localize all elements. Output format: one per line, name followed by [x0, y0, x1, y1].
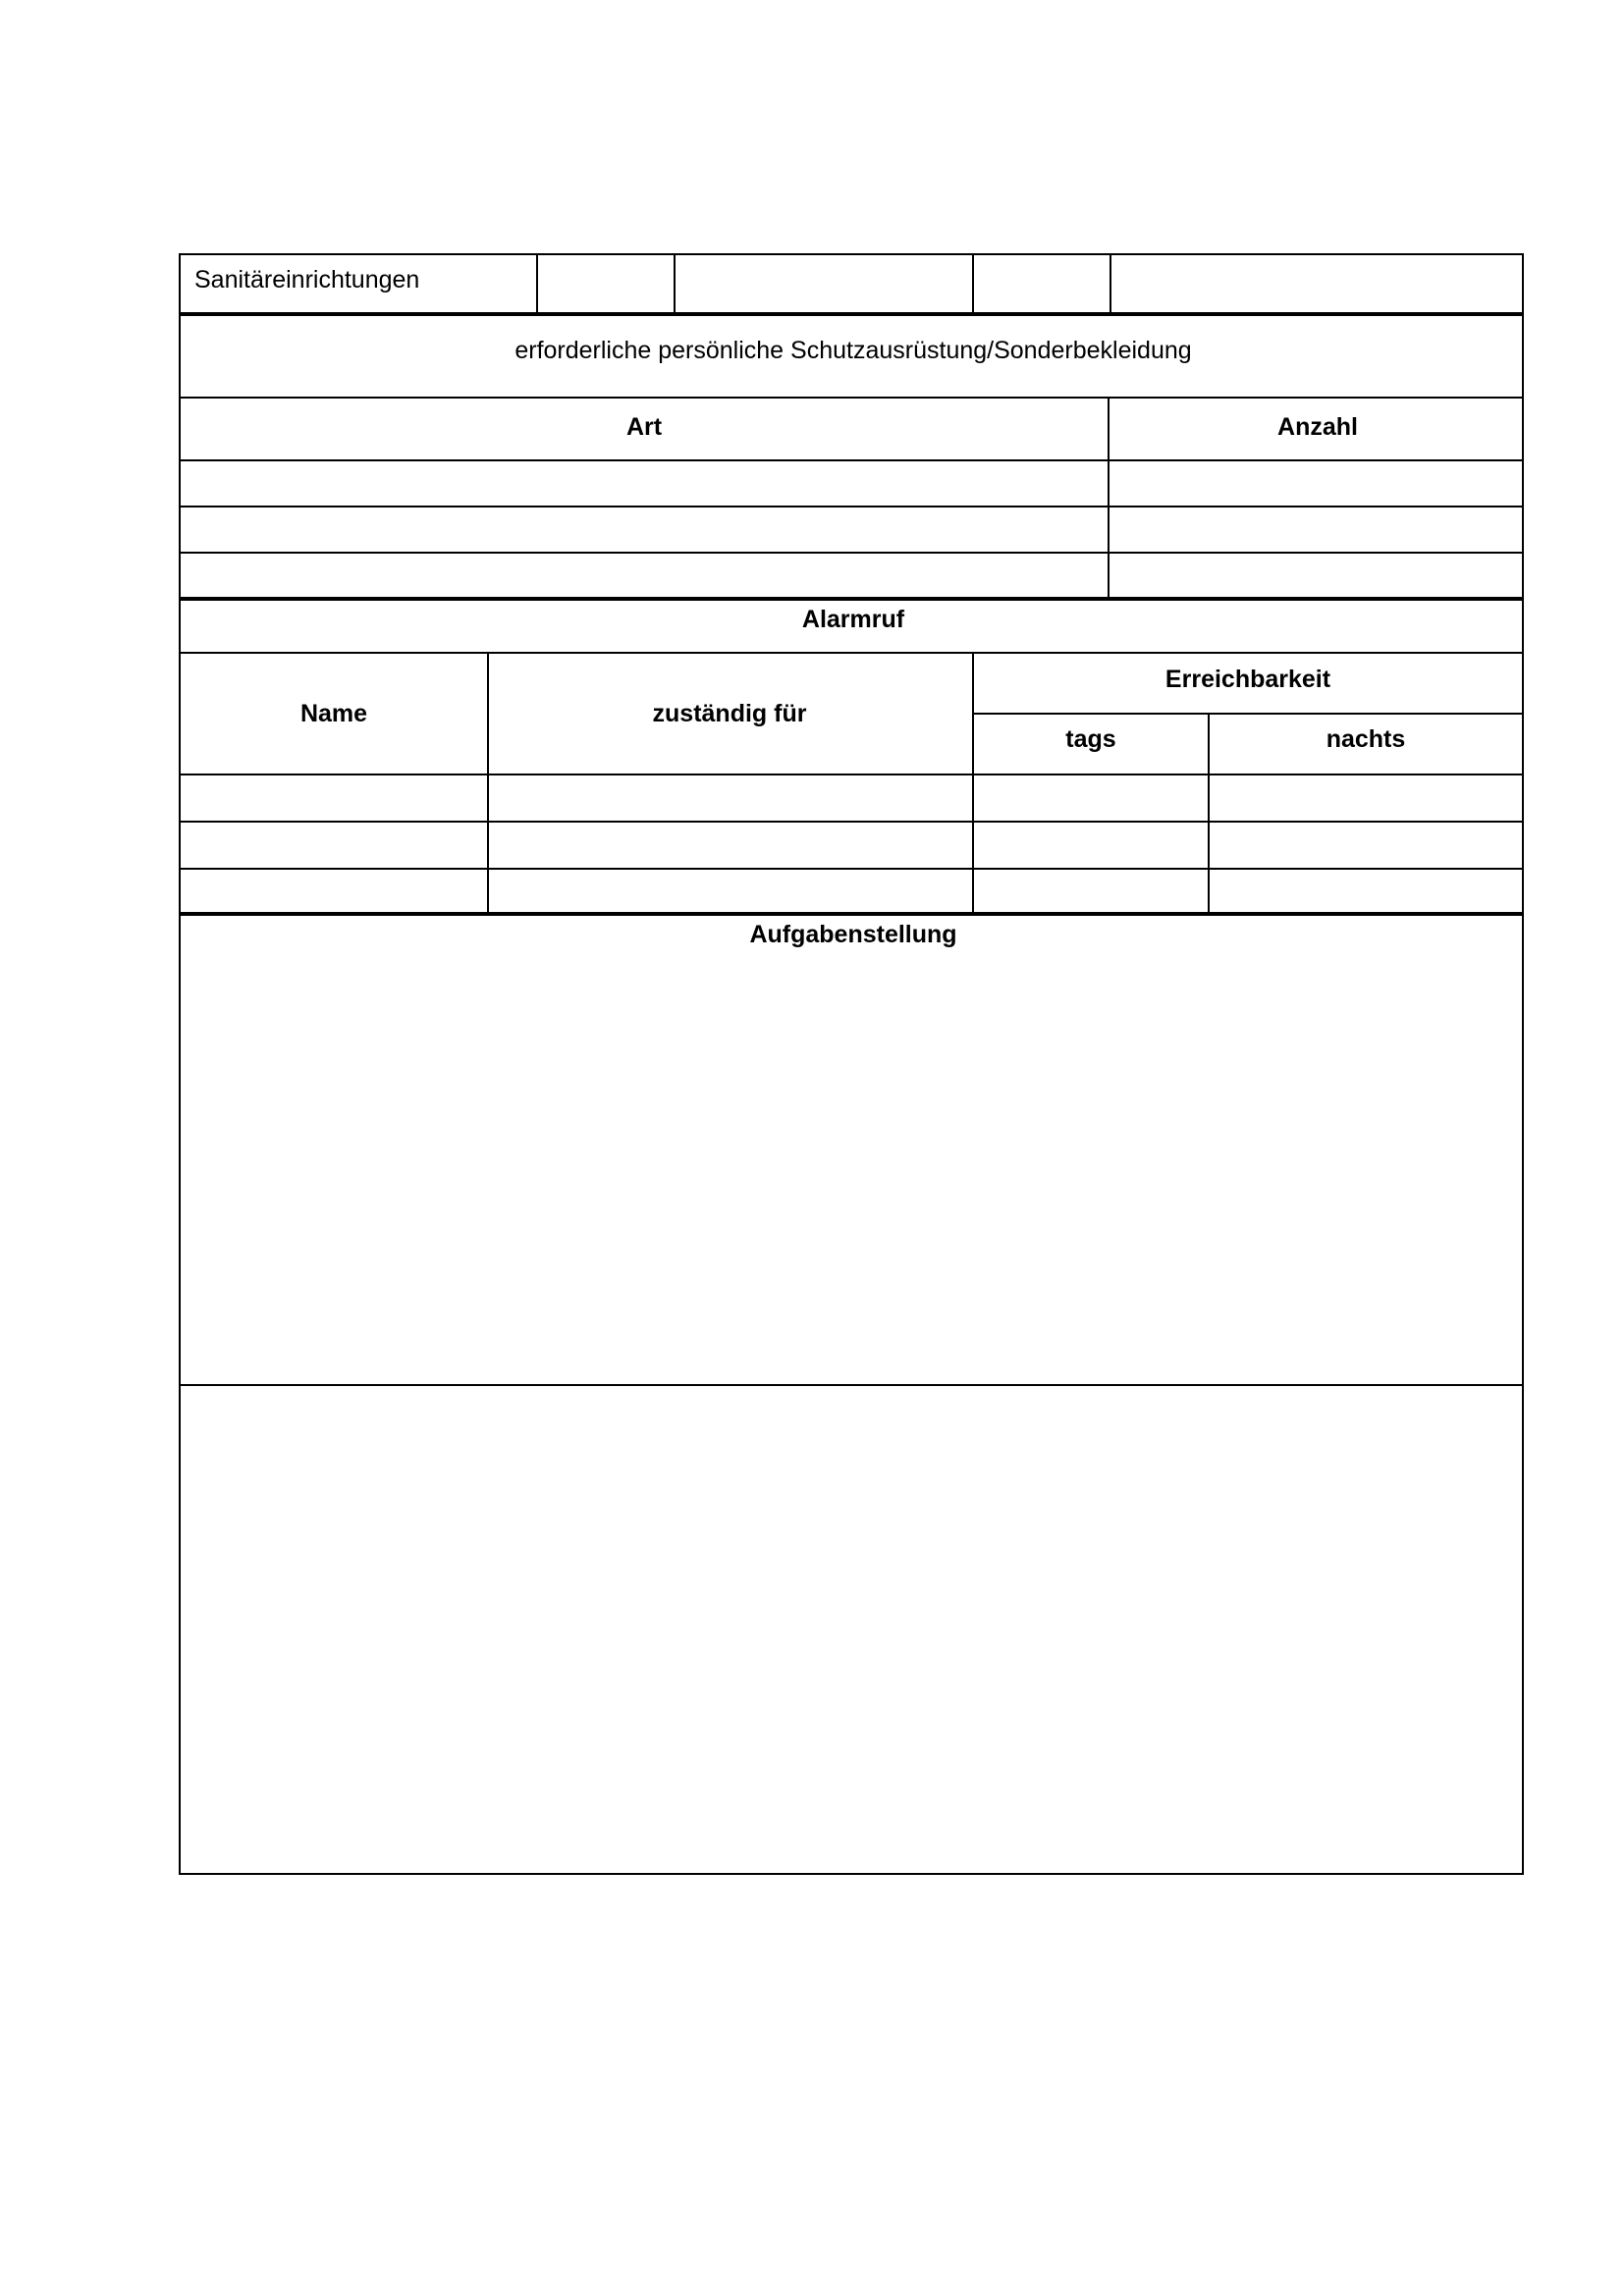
alarm-night-cell[interactable]: [1210, 775, 1522, 822]
divider: [1108, 461, 1110, 507]
divider: [487, 823, 489, 869]
alarm-day-cell[interactable]: [974, 775, 1208, 822]
alarm-heading-row: [181, 601, 1522, 652]
divider: [972, 255, 974, 314]
alarm-col-reachability: Erreichbarkeit: [1164, 666, 1331, 693]
alarm-name-cell[interactable]: [181, 823, 487, 869]
divider: [1108, 507, 1110, 553]
alarm-data-row: [181, 775, 1522, 822]
sanitary-label: Sanitäreinrichtungen: [194, 266, 420, 294]
divider: [1208, 823, 1210, 869]
ppe-heading-row: [181, 316, 1522, 397]
divider: [1108, 554, 1110, 599]
divider: [972, 870, 974, 913]
alarm-responsible-cell[interactable]: [489, 823, 972, 869]
ppe-art-cell[interactable]: [181, 554, 1108, 599]
sanitary-cell-1[interactable]: [538, 255, 676, 314]
ppe-col-art: Art: [625, 413, 663, 441]
divider: [1108, 399, 1110, 459]
alarm-data-row: [181, 870, 1522, 913]
divider: [1208, 870, 1210, 913]
ppe-col-anzahl: Anzahl: [1277, 413, 1358, 441]
divider: [674, 255, 676, 314]
alarm-col-day: tags: [1065, 725, 1116, 753]
ppe-data-row: [181, 507, 1522, 553]
alarm-night-cell[interactable]: [1210, 823, 1522, 869]
divider: [972, 823, 974, 869]
ppe-data-row: [181, 461, 1522, 507]
alarm-col-responsible: zuständig für: [652, 700, 807, 727]
alarm-col-name: Name: [299, 700, 368, 727]
divider: [1208, 775, 1210, 822]
ppe-art-cell[interactable]: [181, 507, 1108, 553]
ppe-data-row: [181, 554, 1522, 599]
divider: [974, 713, 1522, 715]
ppe-anzahl-cell[interactable]: [1110, 461, 1522, 507]
form-table: [179, 253, 1524, 1875]
divider: [536, 255, 538, 314]
ppe-anzahl-cell[interactable]: [1110, 507, 1522, 553]
sanitary-row: [181, 255, 1522, 314]
sanitary-cell-4[interactable]: [1111, 255, 1524, 314]
divider: [1208, 715, 1210, 774]
alarm-name-cell[interactable]: [181, 775, 487, 822]
alarm-responsible-cell[interactable]: [489, 870, 972, 913]
divider: [487, 654, 489, 774]
sanitary-cell-3[interactable]: [974, 255, 1111, 314]
alarm-header-row: [181, 654, 1522, 774]
alarm-data-row: [181, 823, 1522, 869]
divider: [487, 870, 489, 913]
alarm-name-cell[interactable]: [181, 870, 487, 913]
divider: [972, 775, 974, 822]
alarm-col-night: nachts: [1326, 725, 1406, 753]
alarm-heading: Alarmruf: [801, 606, 905, 633]
ppe-anzahl-cell[interactable]: [1110, 554, 1522, 599]
alarm-responsible-cell[interactable]: [489, 775, 972, 822]
ppe-header-row: [181, 399, 1522, 459]
ppe-heading: erforderliche persönliche Schutzausrüstung/Sonderbekleidung: [514, 337, 1192, 364]
alarm-day-cell[interactable]: [974, 870, 1208, 913]
alarm-night-cell[interactable]: [1210, 870, 1522, 913]
divider: [1110, 255, 1111, 314]
sanitary-cell-2[interactable]: [676, 255, 974, 314]
task-heading: Aufgabenstellung: [749, 921, 957, 948]
ppe-art-cell[interactable]: [181, 461, 1108, 507]
divider: [487, 775, 489, 822]
alarm-day-cell[interactable]: [974, 823, 1208, 869]
notes-section[interactable]: [181, 1386, 1522, 1873]
task-section[interactable]: [181, 916, 1522, 1384]
